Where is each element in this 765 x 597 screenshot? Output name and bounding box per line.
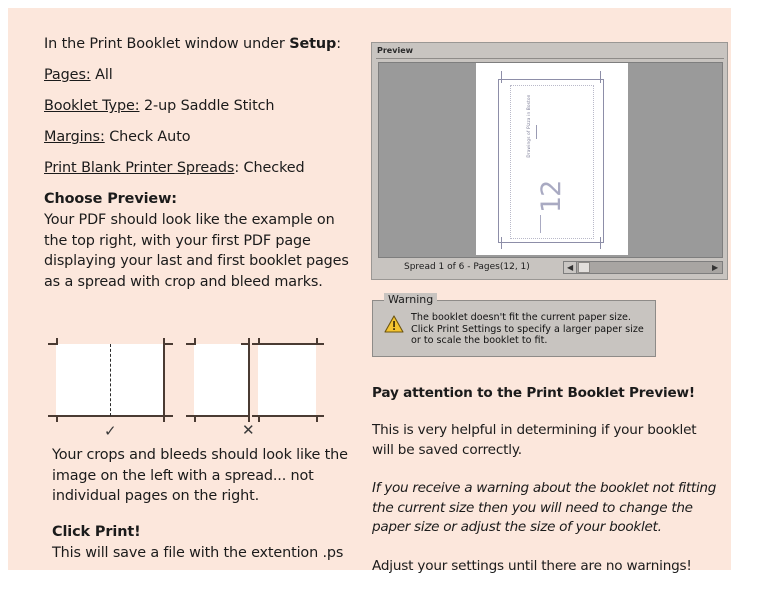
- warning-group-box: [372, 293, 656, 357]
- page-a-crop-bl-v: [194, 415, 196, 422]
- print-booklet-preview-window: [371, 42, 728, 280]
- crop-mark-bl-v: [56, 415, 58, 422]
- crop-mark-br-v: [163, 415, 165, 422]
- good-checkmark: ✓: [104, 422, 117, 440]
- bleed-right: [603, 79, 604, 243]
- page-b-crop-br-v: [316, 415, 318, 422]
- crop-mark-diagrams: [46, 338, 326, 440]
- preview-canvas[interactable]: [378, 62, 723, 258]
- setting-margins-value: Check Auto: [109, 129, 191, 145]
- bleed-line-right: [163, 343, 165, 417]
- page-b-bottom-bleed: [252, 415, 324, 417]
- page-a-crop-tl-v: [194, 338, 196, 345]
- bleed-bottom: [498, 242, 604, 243]
- crop-tick-tl: [501, 71, 502, 83]
- setting-booklet-type: [44, 98, 356, 115]
- setting-pages-label: Pages:: [44, 67, 91, 83]
- preview-horizontal-scrollbar[interactable]: [563, 261, 723, 274]
- warning-legend-label: Warning: [384, 293, 437, 306]
- page-b-crop-tr-v: [316, 338, 318, 345]
- page-a-bottom-bleed: [186, 415, 250, 417]
- page-b-top-bleed: [252, 343, 324, 345]
- page-number-rule: [540, 215, 541, 233]
- title-rule: [536, 125, 537, 139]
- preview-title-divider: [376, 58, 724, 59]
- setting-booklet-type-value: 2-up Saddle Stitch: [143, 98, 275, 114]
- right-heading: Pay attention to the Print Booklet Preview!: [372, 385, 695, 401]
- page-a-sheet: [194, 344, 249, 416]
- setting-blank-spreads-value: : Checked: [234, 160, 305, 176]
- click-print-heading: Click Print!: [52, 523, 141, 540]
- setting-margins-label: Margins:: [44, 129, 105, 145]
- preview-page-number: 12: [536, 180, 567, 213]
- page-b-crop-bl-v: [258, 415, 260, 422]
- preview-spread-page: [476, 63, 628, 255]
- crop-tick-br: [600, 237, 601, 249]
- page-trim-box: [510, 85, 594, 239]
- preview-panel-title: Preview: [377, 46, 414, 55]
- warning-triangle-icon: [384, 315, 404, 333]
- intro-bold-setup: Setup: [289, 36, 337, 52]
- click-print-body: This will save a file with the extention .ps: [52, 544, 344, 561]
- preview-status-bar: [378, 260, 723, 276]
- crop-mark-tr-h: [163, 343, 173, 345]
- right-paragraph-1: This is very helpful in determining if your booklet will be saved correctly.: [372, 422, 697, 458]
- crop-tick-bl: [501, 237, 502, 249]
- setting-booklet-type-label: Booklet Type:: [44, 98, 140, 114]
- bleed-left: [498, 79, 499, 243]
- preview-page-title: Drawings of Pizza in Boston: [526, 94, 531, 158]
- choose-preview-heading: Choose Preview:: [44, 191, 177, 207]
- page-b-sheet: [258, 344, 316, 416]
- intro-suffix: :: [336, 36, 341, 52]
- slide-canvas: [8, 8, 731, 574]
- right-paragraph-italic: If you receive a warning about the booklet not fitting the current size then you will need to change the paper size or adjust the size of your booklet.: [372, 480, 717, 535]
- preview-status-text: Spread 1 of 6 - Pages(12, 1): [404, 262, 530, 272]
- setting-margins: [44, 129, 356, 146]
- left-lower-text: [52, 445, 352, 563]
- right-paragraph-2: Adjust your settings until there are no warnings!: [372, 557, 692, 574]
- bad-xmark: ✕: [242, 421, 255, 439]
- spine-fold-line: [110, 344, 111, 416]
- page-a-crop-tr-h: [241, 343, 250, 345]
- choose-preview-body: Your PDF should look like the example on the top right, with your first PDF page displaying your last and first booklet pages as a spread with crop and bleed marks.: [44, 212, 349, 290]
- setting-blank-spreads: [44, 160, 356, 177]
- page-a-right-bleed: [248, 338, 250, 422]
- intro-line: [44, 36, 356, 53]
- setting-blank-spreads-label: Print Blank Printer Spreads: [44, 160, 235, 176]
- right-column-text: [372, 385, 717, 576]
- setting-pages: [44, 67, 356, 84]
- intro-prefix: In the Print Booklet window under: [44, 36, 290, 52]
- choose-preview-block: [44, 189, 356, 292]
- scroll-thumb[interactable]: [578, 262, 590, 273]
- scroll-left-arrow-icon: ◀: [567, 263, 574, 272]
- crop-tick-tr: [600, 71, 601, 83]
- warning-message: The booklet doesn't fit the current paper size. Click Print Settings to specify a larger paper size or to scale the booklet to fit.: [411, 312, 644, 347]
- bleed-top: [498, 79, 604, 80]
- crop-mark-tl-v: [56, 338, 58, 345]
- setting-pages-value: All: [95, 67, 113, 83]
- left-column: [44, 36, 356, 292]
- scroll-right-arrow-icon[interactable]: ▶: [712, 263, 719, 272]
- scroll-left-button[interactable]: [564, 262, 577, 273]
- crops-body: Your crops and bleeds should look like the image on the left with a spread... not individual pages on the right.: [52, 447, 348, 504]
